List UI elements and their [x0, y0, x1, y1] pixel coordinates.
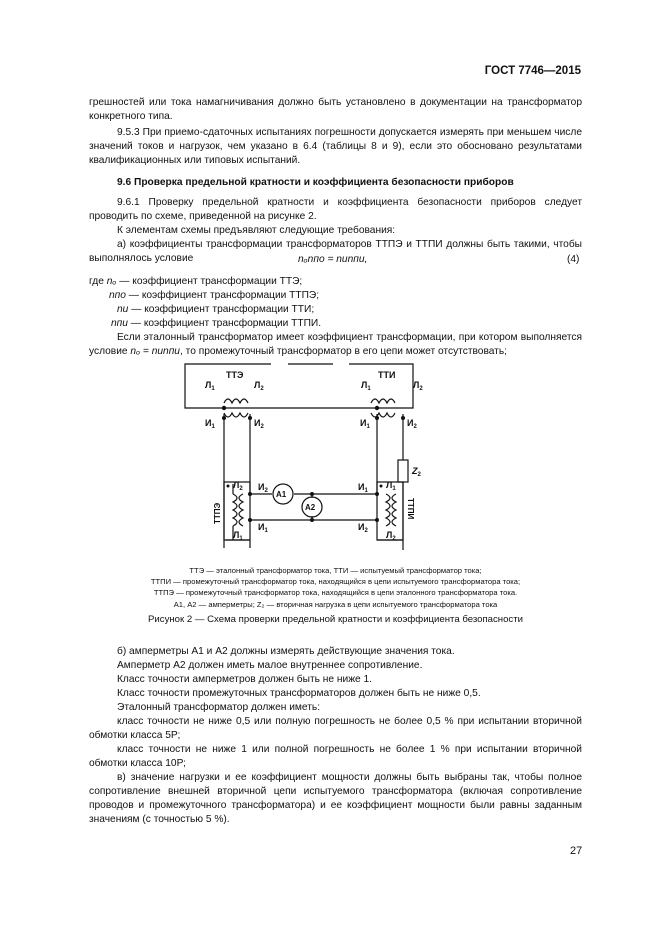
label-l2: $Л_2$: [386, 530, 396, 542]
paragraph: класс точности не ниже 1 или полной погрешность не более 1 % при испытании вторичной обмотки класса 10Р;: [89, 744, 582, 769]
definition-item: nпо — коэффициент трансформации ТТПЭ;: [109, 290, 320, 301]
text-block-bottom: [89, 645, 582, 827]
definition-item: nпи — коэффициент трансформации ТТПИ.: [111, 318, 322, 329]
label-l1: $Л_1$: [233, 530, 243, 542]
paragraph-b: б) амперметры А1 и А2 должны измерять действующие значения тока.: [117, 646, 455, 657]
label-tti: ТТИ: [378, 370, 396, 380]
paragraph-continuation: грешностей или тока намагничивания должно быть установлено в документации на трансформатор конкретного типа.: [89, 97, 582, 122]
label-i1: $И_1$: [358, 482, 368, 494]
label-i1: $И_1$: [360, 418, 370, 430]
section-heading-9-6: 9.6 Проверка предельной кратности и коэффициента безопасности приборов: [117, 177, 514, 188]
label-i1: $И_1$: [205, 418, 215, 430]
paragraph-v: в) значение нагрузки и ее коэффициент мощности должны быть выбраны так, чтобы полное сопротивление внешней вторичной цепи испытуемого трансформатора (включая сопротивление проводов и промежуточного трансформатора) и ее коэффициент мощности были равны заданным значениям (с точностью 5 %).: [89, 772, 582, 825]
label-i2: $И_2$: [258, 482, 268, 494]
page-number: 27: [570, 845, 583, 857]
label-i2: $И_2$: [407, 418, 417, 430]
paragraph-condition: Если эталонный трансформатор имеет коэффициент трансформации, при котором выполняется условие nₒ = nиnпи, то промежуточный трансформатор в его цепи может отсутствовать;: [89, 332, 582, 357]
paragraph: Амперметр А2 должен иметь малое внутреннее сопротивление.: [117, 660, 423, 671]
label-l2: $Л_2$: [254, 380, 264, 392]
document-code-header: ГОСТ 7746—2015: [484, 65, 581, 77]
label-l2: $Л_2$: [413, 380, 423, 392]
figure-caption: Рисунок 2 — Схема проверки предельной кратности и коэффициента безопасности: [148, 614, 523, 625]
label-i1: $И_1$: [258, 522, 268, 534]
label-l1: $Л_1$: [205, 380, 215, 392]
paragraph: Класс точности промежуточных трансформаторов должен быть не ниже 0,5.: [117, 688, 481, 699]
paragraph-9-5-3: 9.5.3 При приемо-сдаточных испытаниях погрешности допускается измерять при меньшем числе значений токов и нагрузок, чем указано в 6.4 (таблицы 8 и 9), если это обосновано результатами квалификационных или типовых испытаний.: [89, 127, 582, 166]
label-tte: ТТЭ: [226, 370, 244, 380]
ammeter-a1-label: A1: [276, 490, 287, 499]
paragraph: класс точности не ниже 0,5 или полную погрешность не более 0,5 % при испытании вторичной обмотки класса 5Р;: [89, 716, 582, 741]
paragraph: Эталонный трансформатор должен иметь:: [117, 702, 321, 713]
paragraph-requirements: К элементам схемы предъявляют следующие требования:: [117, 225, 396, 236]
label-ttpi: ТТПИ: [406, 498, 415, 520]
definition-item: где nₒ — коэффициент трансформации ТТЭ;: [89, 276, 303, 287]
label-i2: $И_2$: [358, 522, 368, 534]
label-l1: $Л_1$: [361, 380, 371, 392]
definition-item: nи — коэффициент трансформации ТТИ;: [117, 304, 315, 315]
label-i2: $И_2$: [254, 418, 264, 430]
ammeter-a2-label: A2: [305, 503, 316, 512]
equation-4: nₒnпо = nиnпи,: [298, 254, 368, 265]
label-z2: $Z_2$: [412, 466, 421, 478]
paragraph-a: а) коэффициенты трансформации трансформаторов ТТПЭ и ТТПИ должны быть такими, чтобы выполнялось условие: [89, 239, 582, 264]
paragraph-9-6-1: 9.6.1 Проверку предельной кратности и коэффициента безопасности приборов следует проводить по схеме, приведенной на рисунке 2.: [89, 197, 582, 222]
equation-number: (4): [567, 254, 580, 265]
paragraph: Класс точности амперметров должен быть не ниже 1.: [117, 674, 372, 685]
figure-legend: ТТЭ — эталонный трансформатор тока, ТТИ — испытуемый трансформатор тока; ТТПИ — промежуточный трансформатор тока, находящийся в цепи испытуемого трансформатора тока; ТТПЭ — промежуточный трансформатор тока, находящийся в цепи эталонного трансформатора тока. А1, А2 — амперметры; Z₂ — вторичная нагрузка в цепи испытуемого трансформатора тока: [150, 566, 521, 609]
inline-condition: nₒ = nиnпи: [130, 346, 180, 357]
label-ttpe: ТТПЭ: [213, 502, 222, 524]
label-l2: $Л_2$: [233, 480, 243, 492]
label-l1: $Л_1$: [386, 480, 396, 492]
